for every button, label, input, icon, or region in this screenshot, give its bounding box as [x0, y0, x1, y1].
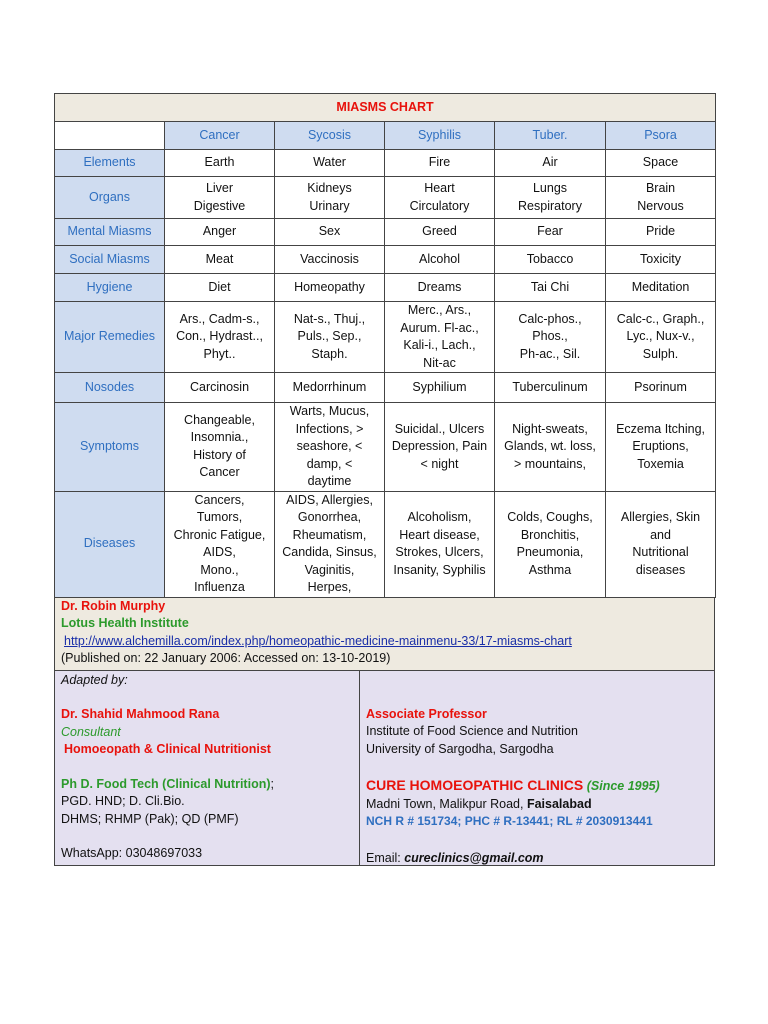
cell-line: Allergies, Skin — [620, 510, 701, 524]
table-row — [55, 491, 716, 597]
clinic-city: Faisalabad — [526, 796, 592, 811]
table-cell — [165, 274, 275, 302]
table-cell — [385, 373, 495, 403]
cell-line: Nutritional — [632, 545, 689, 559]
cell-line: seashore, < — [296, 439, 363, 453]
adapter-institute: Institute of Food Science and Nutrition — [366, 724, 578, 738]
cell-line: Lyc., Nux-v., — [626, 329, 695, 344]
table-cell — [275, 150, 385, 177]
column-header: Cancer — [165, 122, 275, 150]
table-cell — [165, 373, 275, 403]
table-cell — [385, 246, 495, 274]
cell-line: AIDS, — [203, 545, 236, 559]
cell-line: Carcinosin — [189, 379, 250, 394]
table-cell — [275, 274, 385, 302]
adapter-university: University of Sargodha, Sargodha — [366, 741, 554, 756]
table-row — [55, 219, 716, 246]
cell-line: Syphilium — [412, 379, 467, 394]
table-cell — [165, 403, 275, 492]
email-address[interactable]: cureclinics@gmail.com — [404, 850, 544, 865]
source-author: Dr. Robin Murphy — [61, 598, 166, 613]
cell-line: Cancer — [199, 465, 240, 480]
table-cell — [606, 246, 716, 274]
cell-line: Medorrhinum — [292, 379, 367, 394]
column-header: Syphilis — [385, 122, 495, 150]
table-cell — [385, 150, 495, 177]
table-cell — [385, 219, 495, 246]
cell-line: Night-sweats, — [512, 421, 588, 436]
adapter-whatsapp: WhatsApp: 03048697033 — [61, 846, 203, 860]
cell-line: Cancers, — [194, 492, 245, 507]
adapter-position: Associate Professor — [366, 706, 487, 721]
cell-line: Diet — [208, 279, 231, 294]
cell-line: Nat-s., Thuj., — [293, 311, 366, 326]
cell-line: Tai Chi — [530, 279, 570, 294]
row-header: Major Remedies — [55, 302, 165, 373]
miasms-chart-table — [54, 93, 716, 598]
cell-line: Gonorrhea, — [297, 510, 362, 524]
table-cell — [165, 246, 275, 274]
table-cell — [165, 150, 275, 177]
column-header-row — [55, 122, 716, 150]
cell-line: Anger — [202, 224, 237, 239]
table-cell — [165, 219, 275, 246]
cell-line: Staph. — [311, 346, 348, 361]
column-header: Sycosis — [275, 122, 385, 150]
cell-line: Con., Hydrast.., — [176, 329, 263, 344]
cell-line: Aurum. Fl-ac., — [400, 320, 479, 335]
source-institute: Lotus Health Institute — [61, 616, 189, 630]
cell-line: AIDS, Allergies, — [286, 492, 373, 507]
adapter-name: Dr. Shahid Mahmood Rana — [61, 707, 220, 721]
table-cell — [275, 403, 385, 492]
cell-line: Sex — [318, 224, 341, 239]
table-row — [55, 403, 716, 492]
table-cell — [495, 150, 606, 177]
table-cell — [606, 219, 716, 246]
cell-line: Earth — [204, 155, 235, 170]
cell-line: daytime — [307, 474, 352, 488]
cell-line: Asthma — [528, 562, 572, 577]
cell-line: Strokes, Ulcers, — [395, 545, 484, 559]
table-cell — [495, 246, 606, 274]
cell-line: Herpes, — [307, 580, 352, 594]
column-header: Psora — [606, 122, 716, 150]
table-cell — [385, 491, 495, 597]
table-cell — [385, 403, 495, 492]
cell-line: History of — [193, 447, 246, 462]
cell-line: Nit-ac — [423, 355, 456, 370]
cell-line: Alcohol — [419, 251, 460, 266]
table-row — [55, 177, 716, 219]
table-cell — [385, 177, 495, 219]
row-header: Nosodes — [55, 373, 165, 403]
table-cell — [275, 491, 385, 597]
cell-line: Merc., Ars., — [407, 303, 472, 317]
cell-line: Dreams — [417, 279, 462, 294]
cell-line: Pneumonia, — [516, 545, 584, 559]
adapter-phd: Ph D. Food Tech — [61, 776, 159, 791]
cell-line: Homeopathy — [294, 279, 365, 294]
table-row — [55, 246, 716, 274]
cell-line: diseases — [635, 562, 686, 577]
cell-line: Brain — [645, 181, 676, 195]
table-cell — [606, 491, 716, 597]
row-header: Organs — [55, 177, 165, 219]
adapter-qualifications-2: DHMS; RHMP (Pak); QD (PMF) — [61, 811, 239, 826]
chart-title: MIASMS CHART — [55, 94, 716, 122]
clinic-details — [360, 671, 714, 865]
cell-line: Meat — [205, 251, 234, 266]
table-cell — [495, 177, 606, 219]
clinic-since: (Since 1995) — [586, 779, 660, 793]
cell-line: damp, < — [306, 456, 353, 471]
cell-line: Insanity, Syphilis — [393, 562, 486, 577]
cell-line: Ars., Cadm-s., — [179, 311, 260, 326]
cell-line: Eczema Itching, — [616, 421, 705, 436]
cell-line: Rheumatism, — [292, 527, 367, 542]
table-cell — [275, 373, 385, 403]
table-cell — [165, 177, 275, 219]
row-header: Symptoms — [55, 403, 165, 492]
cell-line: Calc-phos., — [518, 311, 582, 326]
cell-line: Mono., — [200, 562, 239, 577]
table-cell — [495, 274, 606, 302]
table-row — [55, 150, 716, 177]
cell-line: Heart disease, — [399, 527, 480, 542]
cell-line: Circulatory — [409, 198, 470, 213]
cell-line: Toxicity — [640, 251, 682, 266]
row-header: Hygiene — [55, 274, 165, 302]
adapter-phd-detail: (Clinical Nutrition) — [162, 776, 271, 791]
cell-line: Phos., — [532, 329, 568, 344]
cell-line: Warts, Mucus, — [289, 404, 370, 418]
cell-line: Respiratory — [518, 198, 582, 213]
row-header: Mental Miasms — [55, 219, 165, 246]
adapter-details — [55, 671, 360, 865]
table-cell — [606, 302, 716, 373]
cell-line: Influenza — [194, 580, 245, 594]
clinic-registration: NCH R # 151734; PHC # R-13441; RL # 2030913441 — [366, 814, 653, 828]
table-row — [55, 274, 716, 302]
cell-line: Tumors, — [196, 510, 243, 524]
cell-line: Toxemia — [637, 456, 684, 471]
cell-line: Space — [642, 155, 679, 170]
table-cell — [606, 403, 716, 492]
cell-line: Insomnia., — [190, 430, 249, 445]
source-link[interactable]: http://www.alchemilla.com/index.php/homeopathic-medicine-mainmenu-33/17-miasms-chart — [64, 633, 572, 648]
cell-line: Urinary — [309, 198, 350, 213]
table-cell — [606, 274, 716, 302]
cell-line: Fire — [428, 155, 451, 170]
adapter-phd-end: ; — [270, 776, 274, 791]
adapter-role: Consultant — [61, 724, 121, 739]
cell-line: Fear — [537, 224, 563, 239]
row-header: Social Miasms — [55, 246, 165, 274]
cell-line: Infections, > — [295, 421, 364, 436]
table-cell — [385, 274, 495, 302]
table-cell — [495, 219, 606, 246]
header-corner — [55, 122, 165, 150]
credits-section — [54, 598, 715, 671]
clinic-name: CURE HOMOEOPATHIC CLINICS — [366, 777, 584, 793]
cell-line: > mountains, — [514, 456, 586, 471]
adapter-specialty: Homoeopath & Clinical Nutritionist — [64, 742, 271, 756]
table-cell — [385, 302, 495, 373]
table-row — [55, 302, 716, 373]
cell-line: Kali-i., Lach., — [403, 338, 476, 352]
cell-line: Meditation — [631, 279, 690, 294]
cell-line: Depression, Pain — [391, 439, 488, 453]
document — [54, 93, 715, 866]
cell-line: Lungs — [532, 181, 568, 195]
cell-line: < night — [420, 456, 459, 471]
cell-line: Eruptions, — [632, 439, 689, 453]
cell-line: Puls., Sep., — [297, 329, 362, 344]
cell-line: Bronchitis, — [520, 527, 580, 542]
cell-line: Air — [542, 155, 558, 170]
cell-line: Vaginitis, — [304, 562, 355, 577]
column-header: Tuber. — [495, 122, 606, 150]
cell-line: and — [650, 527, 671, 542]
clinic-address: Madni Town, Malikpur Road, — [366, 796, 527, 811]
cell-line: Vaccinosis — [300, 251, 359, 266]
cell-line: Water — [313, 155, 346, 170]
cell-line: Alcoholism, — [407, 510, 472, 524]
table-cell — [495, 302, 606, 373]
cell-line: Chronic Fatigue, — [173, 527, 266, 542]
table-cell — [606, 150, 716, 177]
table-cell — [495, 491, 606, 597]
cell-line: Tuberculinum — [512, 379, 588, 394]
publication-note: (Published on: 22 January 2006: Accessed on: 13-10-2019) — [61, 651, 391, 665]
adapted-by-section — [54, 671, 715, 866]
table-cell — [275, 302, 385, 373]
cell-line: Psorinum — [634, 379, 687, 394]
cell-line: Sulph. — [642, 346, 679, 361]
cell-line: Suicidal., Ulcers — [394, 421, 485, 436]
table-cell — [275, 177, 385, 219]
adapted-by-label: Adapted by: — [61, 672, 128, 687]
cell-line: Nervous — [637, 198, 684, 213]
cell-line: Pride — [645, 224, 676, 239]
table-row — [55, 373, 716, 403]
cell-line: Phyt.. — [203, 346, 236, 361]
table-cell — [606, 373, 716, 403]
row-header: Elements — [55, 150, 165, 177]
cell-line: Colds, Coughs, — [507, 510, 593, 524]
cell-line: Tobacco — [526, 251, 574, 266]
adapter-qualifications-1: PGD. HND; D. Cli.Bio. — [61, 794, 185, 808]
table-cell — [495, 403, 606, 492]
cell-line: Greed — [422, 224, 457, 239]
table-cell — [275, 219, 385, 246]
cell-line: Ph-ac., Sil. — [519, 346, 581, 361]
cell-line: Changeable, — [184, 412, 255, 427]
table-cell — [495, 373, 606, 403]
cell-line: Digestive — [193, 198, 246, 213]
cell-line: Heart — [424, 181, 455, 195]
table-cell — [606, 177, 716, 219]
email-label: Email: — [366, 850, 405, 865]
cell-line: Liver — [205, 181, 234, 195]
cell-line: Candida, Sinsus, — [282, 545, 377, 559]
table-cell — [165, 491, 275, 597]
cell-line: Glands, wt. loss, — [504, 439, 596, 453]
table-cell — [165, 302, 275, 373]
row-header: Diseases — [55, 491, 165, 597]
table-cell — [275, 246, 385, 274]
cell-line: Kidneys — [307, 181, 352, 195]
cell-line: Calc-c., Graph., — [616, 311, 705, 326]
